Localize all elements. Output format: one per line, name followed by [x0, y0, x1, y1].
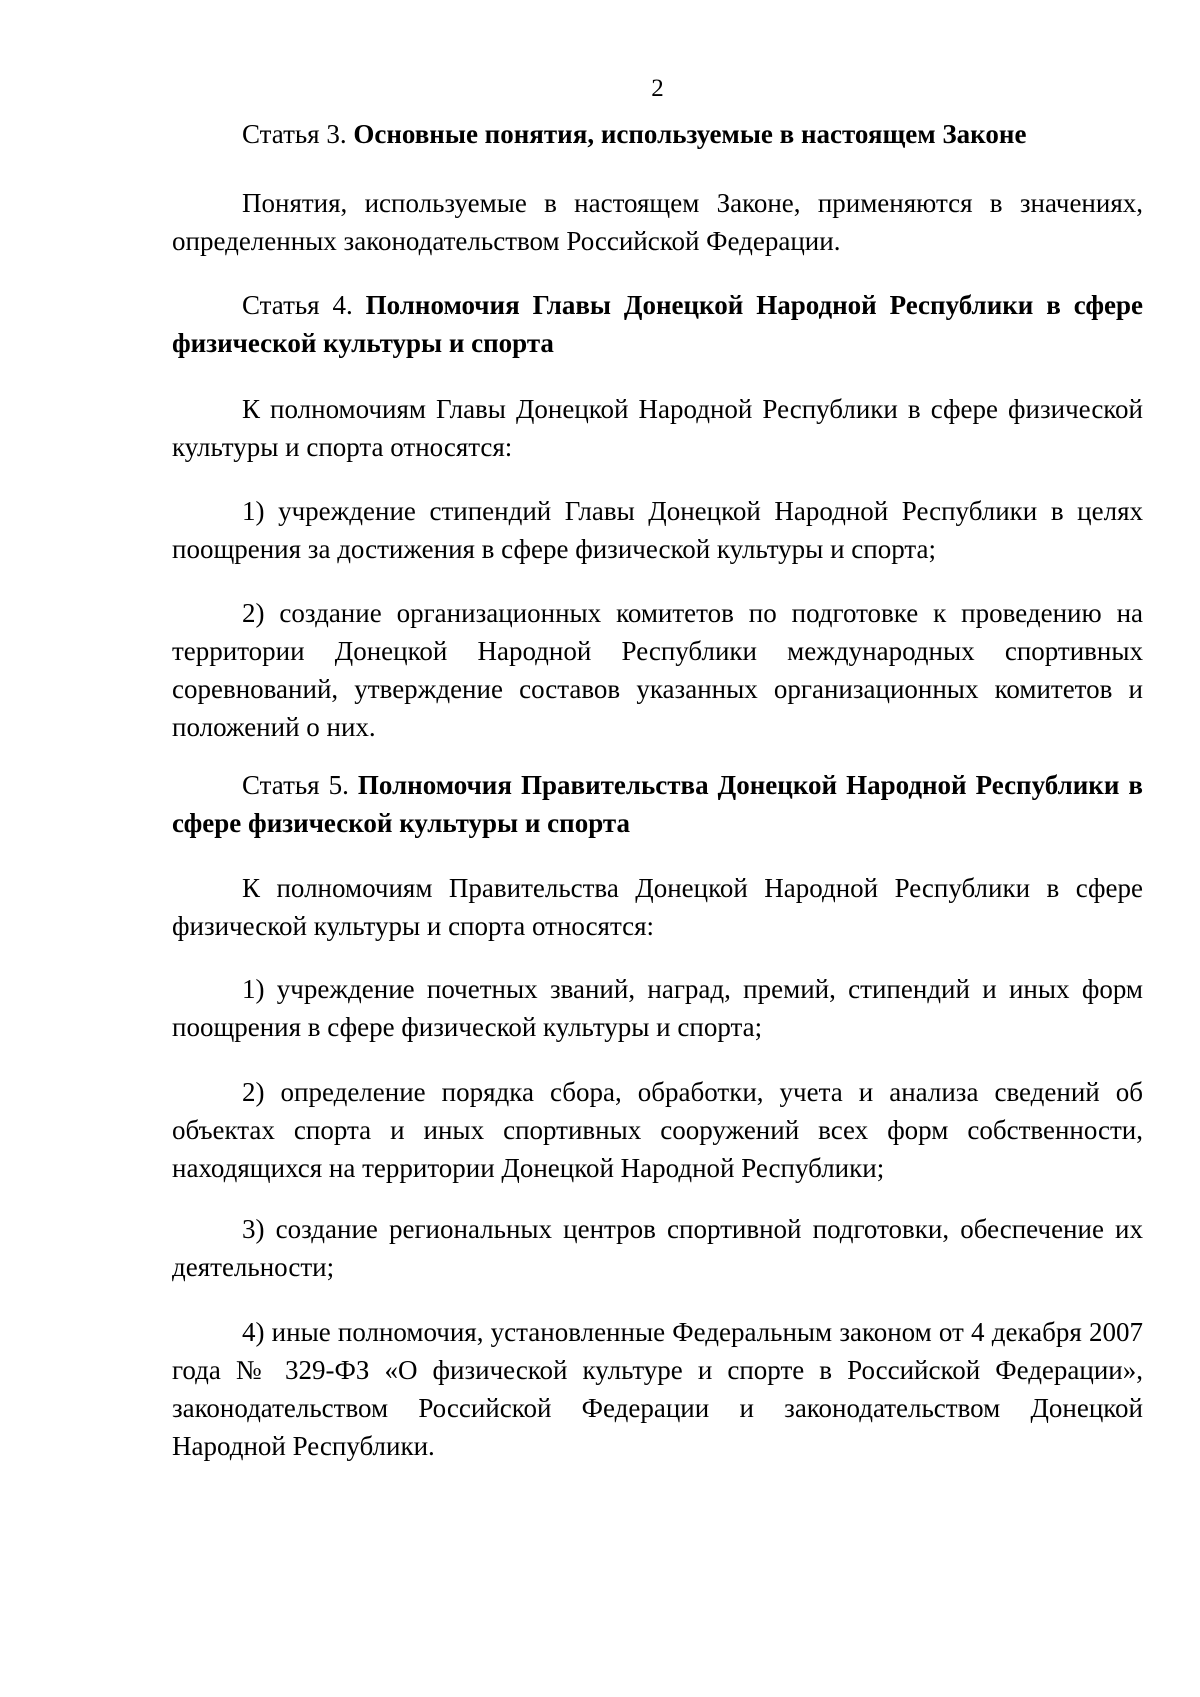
article-4-paragraph-2: 1) учреждение стипендий Главы Донецкой Народной Республики в целях поощрения за достижения в сфере физической культуры и спорта;	[172, 496, 1143, 564]
article-4-title: Полномочия Главы Донецкой Народной Республики в сфере физической культуры и спорта	[172, 290, 1143, 358]
article-4-heading	[172, 286, 1143, 362]
article-3-title: Основные понятия, используемые в настоящем Законе	[353, 119, 1027, 149]
article-3-heading	[172, 115, 1143, 153]
article-4-paragraph-3: 2) создание организационных комитетов по подготовке к проведению на территории Донецкой Народной Республики международных спортивных соревнований, утверждение составов указанных организационных комитетов и положений о них.	[172, 598, 1143, 742]
article-4-lead: Статья 4.	[242, 290, 353, 320]
document-page	[172, 0, 1143, 1697]
article-5-paragraph-3: 2) определение порядка сбора, обработки, учета и анализа сведений об объектах спорта и иных спортивных сооружений всех форм собственности, находящихся на территории Донецкой Народной Республики;	[172, 1077, 1143, 1183]
article-3-lead: Статья 3.	[242, 119, 347, 149]
article-5-paragraph-5: 4) иные полномочия, установленные Федеральным законом от 4 декабря 2007 года № 329-ФЗ «О физической культуре и спорте в Российской Федерации», законодательством Российской Федерации и законодательством Донецкой Народной Республики.	[172, 1317, 1143, 1461]
page-number: 2	[651, 75, 664, 102]
article-5-title: Полномочия Правительства Донецкой Народной Республики в сфере физической культуры и спорта	[172, 770, 1143, 838]
article-5-heading	[172, 766, 1143, 842]
article-5-paragraph-2: 1) учреждение почетных званий, наград, премий, стипендий и иных форм поощрения в сфере физической культуры и спорта;	[172, 974, 1143, 1042]
article-5-lead: Статья 5.	[242, 770, 349, 800]
article-3-paragraph-1: Понятия, используемые в настоящем Законе, применяются в значениях, определенных законодательством Российской Федерации.	[172, 188, 1143, 256]
article-5-paragraph-4: 3) создание региональных центров спортивной подготовки, обеспечение их деятельности;	[172, 1214, 1143, 1282]
article-5-paragraph-1: К полномочиям Правительства Донецкой Народной Республики в сфере физической культуры и спорта относятся:	[172, 873, 1143, 941]
article-4-paragraph-1: К полномочиям Главы Донецкой Народной Республики в сфере физической культуры и спорта относятся:	[172, 394, 1143, 462]
